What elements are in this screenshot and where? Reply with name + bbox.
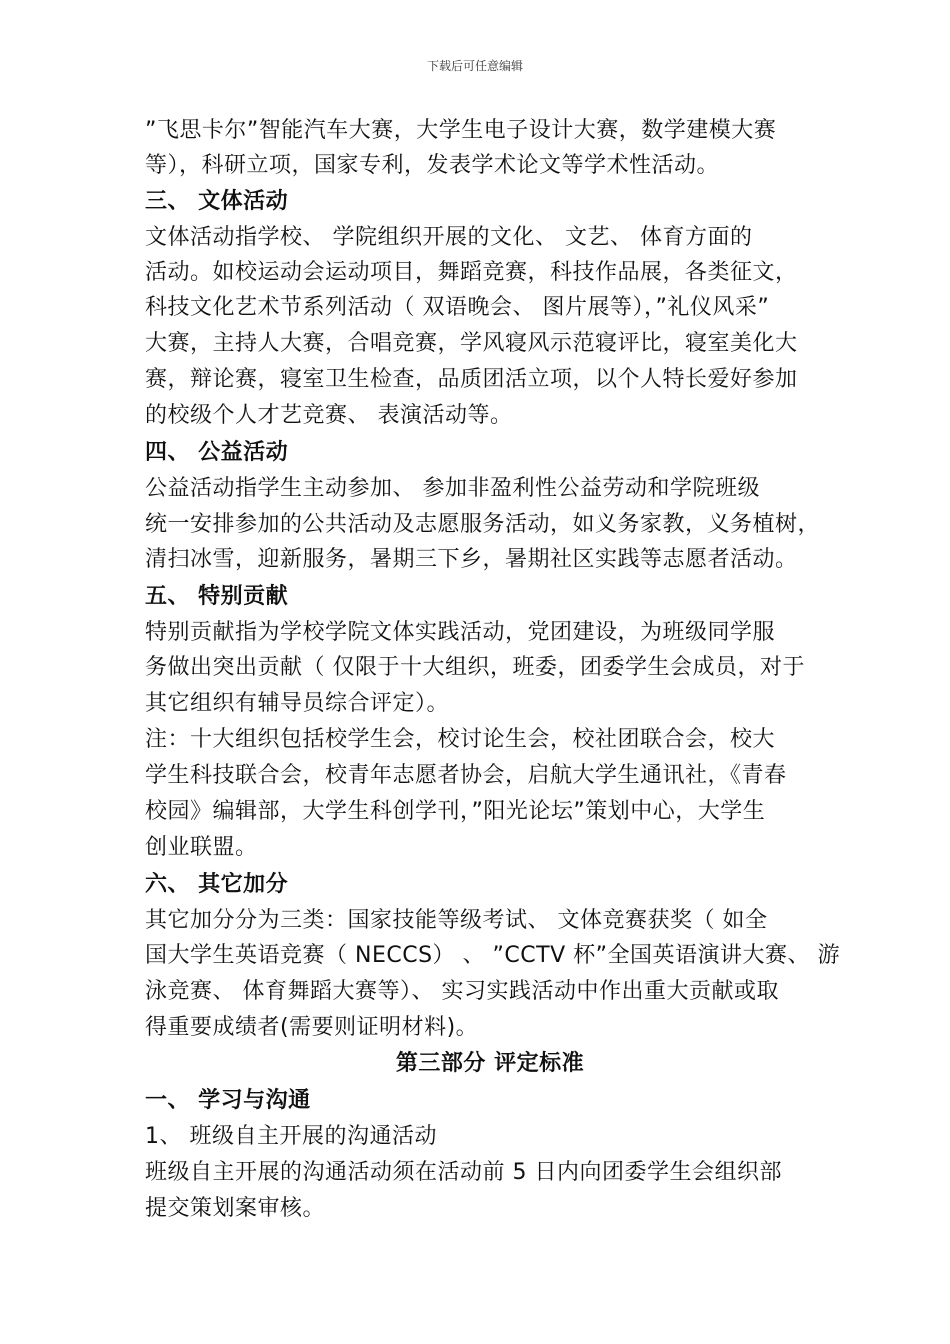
body-line: 清扫冰雪，迎新服务，暑期三下乡，暑期社区实践等志愿者活动。	[145, 547, 798, 572]
body-line: 科技文化艺术节系列活动（ 双语晚会、 图片展等），”礼仪风采”	[145, 295, 770, 320]
section-heading: 四、 公益活动	[145, 440, 289, 465]
body-line: 特别贡献指为学校学院文体实践活动，党团建设，为班级同学服	[145, 620, 776, 645]
body-line: 文体活动指学校、 学院组织开展的文化、 文艺、 体育方面的	[145, 225, 753, 250]
body-line: 其它加分分为三类：国家技能等级考试、 文体竞赛获奖（ 如全	[145, 908, 768, 933]
body-line: 大赛，主持人大赛，合唱竞赛，学风寝风示范寝评比，寝室美化大	[145, 331, 798, 356]
body-line: 得重要成绩者(需要则证明材料)。	[145, 1015, 479, 1040]
body-line: 活动。如校运动会运动项目，舞蹈竞赛，科技作品展，各类征文，	[145, 260, 798, 285]
body-line: 其它组织有辅导员综合评定）。	[145, 691, 450, 716]
part-title: 第三部分 评定标准	[395, 1051, 585, 1076]
body-line: 学生科技联合会，校青年志愿者协会，启航大学生通讯社，《青春	[145, 763, 787, 788]
body-line: 的校级个人才艺竞赛、 表演活动等。	[145, 403, 513, 428]
body-line: 泳竞赛、 体育舞蹈大赛等）、 实习实践活动中作出重大贡献或取	[145, 979, 779, 1004]
body-line: 创业联盟。	[145, 835, 258, 860]
body-line: 校园》编辑部，大学生科创学刊，”阳光论坛”策划中心，大学生	[145, 799, 766, 824]
body-line: 等），科研立项，国家专利，发表学术论文等学术性活动。	[145, 153, 720, 178]
body-line: 赛，辩论赛，寝室卫生检查，品质团活立项，以个人特长爱好参加	[145, 367, 798, 392]
subsection-heading: 1、 班级自主开展的沟通活动	[145, 1124, 437, 1149]
section-heading: 三、 文体活动	[145, 189, 289, 214]
body-line: 务做出突出贡献（ 仅限于十大组织，班委，团委学生会成员，对于	[145, 655, 805, 680]
body-line: 班级自主开展的沟通活动须在活动前 5 日内向团委学生会组织部	[145, 1160, 782, 1185]
body-line: 提交策划案审核。	[145, 1196, 326, 1221]
section-heading: 五、 特别贡献	[145, 584, 289, 609]
body-line: 注：十大组织包括校学生会，校讨论生会，校社团联合会，校大	[145, 727, 776, 752]
page-header: 下载后可任意编辑	[426, 59, 523, 73]
section-heading: 六、 其它加分	[145, 872, 289, 897]
body-line: ”飞思卡尔”智能汽车大赛，大学生电子设计大赛，数学建模大赛	[145, 118, 777, 143]
section-heading: 一、 学习与沟通	[145, 1088, 311, 1113]
body-line: 公益活动指学生主动参加、 参加非盈利性公益劳动和学院班级	[145, 476, 760, 501]
body-line: 统一安排参加的公共活动及志愿服务活动，如义务家教，义务植树，	[145, 512, 821, 537]
body-line: 国大学生英语竞赛（ NECCS） 、 ”CCTV 杯”全国英语演讲大赛、 游	[145, 943, 841, 968]
